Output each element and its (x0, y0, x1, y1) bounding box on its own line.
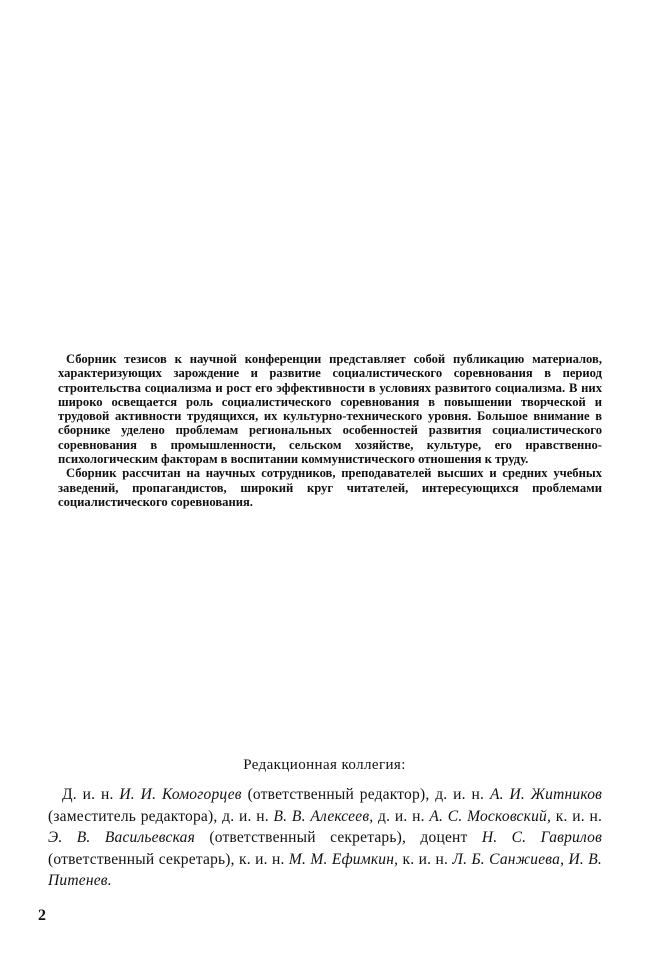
member-role: (ответственный секретарь), доцент (209, 829, 468, 846)
member-degree: Д. и. н. (62, 786, 114, 803)
member-name: А. С. Московский, (429, 807, 552, 825)
member-name: М. М. Ефимкин, (288, 850, 399, 868)
annotation-paragraph-2: Сборник рассчитан на научных сотрудников, преподавателей высших и средних учебных заведений, пропагандистов, широкий круг читателей, интересующихся проблемами социалистического соревнования. (58, 466, 602, 509)
member-degree: к. и. н. (239, 850, 285, 868)
editorial-board-list (48, 784, 602, 892)
member-name: Л. Б. Санжиева, (452, 850, 565, 868)
member-degree: д. и. н. (222, 807, 269, 825)
member-role: (ответственный секретарь), (48, 850, 235, 868)
member-name: Н. С. Гаврилов (481, 829, 603, 846)
annotation-paragraph-1: Сборник тезисов к научной конференции представляет собой публикацию материалов, характеризующих зарождение и развитие социалистического соревнования в период строительства социализма и рост его эффективности в условиях развитого социализма. В них широко освещается роль социалистического соревнования в повышении творческой и трудовой активности трудящихся, их культурно-технического уровня. Большое внимание в сборнике уделено проблемам региональных особенностей развития социалистического соревнования в промышленности, сельском хозяйстве, культуре, его нравственно-психологическим факторам в воспитании коммунистического отношения к труду. (58, 352, 602, 467)
member-name: А. И. Житников (489, 786, 603, 803)
annotation-text (58, 352, 602, 509)
page-number: 2 (38, 907, 46, 924)
member-name: Э. В. Васильевская (48, 829, 195, 846)
member-role: (ответственный редактор), (247, 786, 430, 803)
editorial-board-title: Редакционная коллегия: (243, 757, 406, 773)
member-degree: к. и. н. (555, 807, 603, 825)
member-role: (заместитель редактора), (48, 807, 218, 825)
member-name: И. И. Комогорцев (119, 786, 242, 803)
member-degree: к. и. н. (402, 850, 449, 868)
member-name: И. В. Питенев. (48, 850, 602, 889)
member-degree: д. и. н. (435, 786, 485, 803)
member-name: В. В. Алексеев, (273, 807, 374, 825)
member-degree: д. и. н. (378, 807, 425, 825)
